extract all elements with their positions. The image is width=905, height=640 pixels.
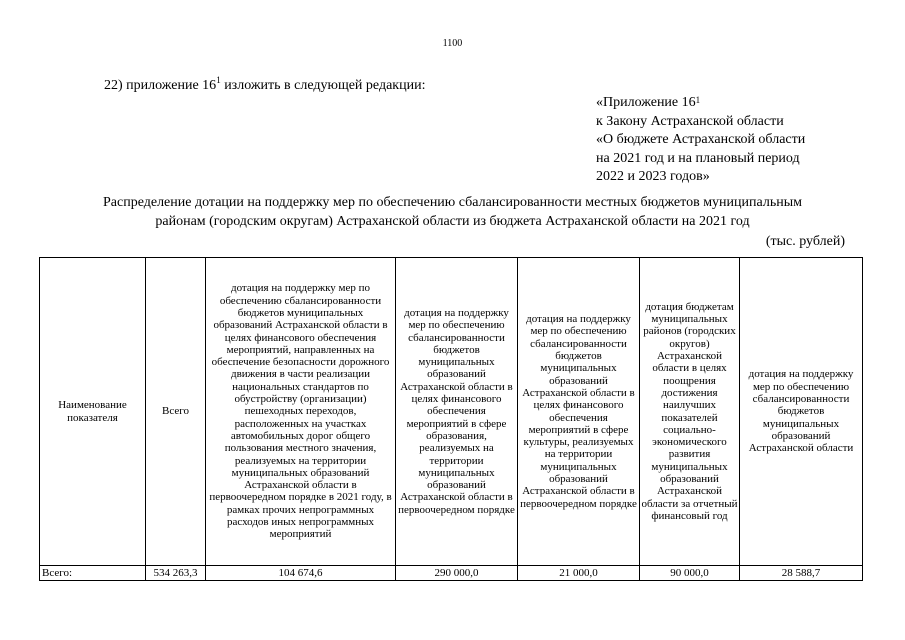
total-label-cell: Всего: xyxy=(40,566,146,581)
total-culture-cell: 21 000,0 xyxy=(518,566,640,581)
appendix-line3: «О бюджете Астраханской области xyxy=(596,132,806,147)
header-education-grant: дотация на поддержку мер по обеспечению сбалансированности бюджетов муниципальных образований Астраханской области в целях финансового обеспечения мероприятий в сфере образования, реализуемых на территории муниципальных образований Астраханской области в первоочередном порядке xyxy=(396,258,518,566)
appendix-line1: «Приложение 16 xyxy=(596,95,696,110)
appendix-line4: на 2021 год и на плановый период xyxy=(596,150,800,166)
header-incentive-grant: дотация бюджетам муниципальных районов (городских округов) Астраханской области в целях поощрения достижения наилучших показателей социально-экономического развития муниципальных образований Астраханской области за отчетный финансовый год xyxy=(640,258,740,566)
total-road-safety-cell: 104 674,6 xyxy=(206,566,396,581)
header-road-safety-grant: дотация на поддержку мер по обеспечению сбалансированности бюджетов муниципальных образований Астраханской области в целях финансового обеспечения мероприятий, направленных на обеспечение безопасности дорожного движения в части реализации национальных стандартов по обустройству (организации) пешеходных переходов, расположенных на участках автомобильных дорог общего пользования местного значения, реализуемых на территории муниципальных образований Астраханской области в первоочередном порядке в 2021 году, в рамках прочих непрограммных расходов иных непрограммных мероприятий xyxy=(206,258,396,566)
appendix-reference xyxy=(596,94,805,187)
total-all-cell: 534 263,3 xyxy=(146,566,206,581)
table-row xyxy=(40,566,863,581)
table-header-row xyxy=(40,258,863,566)
title-line1: Распределение дотации на поддержку мер по обеспечению сбалансированности местных бюджетов муниципальным xyxy=(103,195,802,210)
header-indicator-name: Наименование показателя xyxy=(40,258,146,566)
total-balance-cell: 28 588,7 xyxy=(740,566,863,581)
appendix-sup: 1 xyxy=(695,95,701,105)
amendment-text xyxy=(104,75,426,94)
total-incentive-cell: 90 000,0 xyxy=(640,566,740,581)
allocation-table xyxy=(39,257,863,581)
document-title xyxy=(60,193,845,231)
appendix-line2: к Закону Астраханской области xyxy=(596,113,784,129)
header-balance-grant: дотация на поддержку мер по обеспечению сбалансированности бюджетов муниципальных образований Астраханской области xyxy=(740,258,863,566)
total-education-cell: 290 000,0 xyxy=(396,566,518,581)
page-number: 1100 xyxy=(442,38,463,49)
header-culture-grant: дотация на поддержку мер по обеспечению сбалансированности бюджетов муниципальных образований Астраханской области в целях финансового обеспечения мероприятий в сфере культуры, реализуемых на территории муниципальных образований Астраханской области в первоочередном порядке xyxy=(518,258,640,566)
amendment-sup: 1 xyxy=(216,75,221,85)
header-total: Всего xyxy=(146,258,206,566)
appendix-line5: 2022 и 2023 годов» xyxy=(596,169,710,184)
units-label: (тыс. рублей) xyxy=(765,234,845,249)
amendment-prefix: 22) приложение 16 xyxy=(104,78,217,93)
amendment-suffix: изложить в следующей редакции: xyxy=(220,78,426,93)
title-line2: районам (городским округам) Астраханской области из бюджета Астраханской области на 2021 год xyxy=(155,214,750,229)
